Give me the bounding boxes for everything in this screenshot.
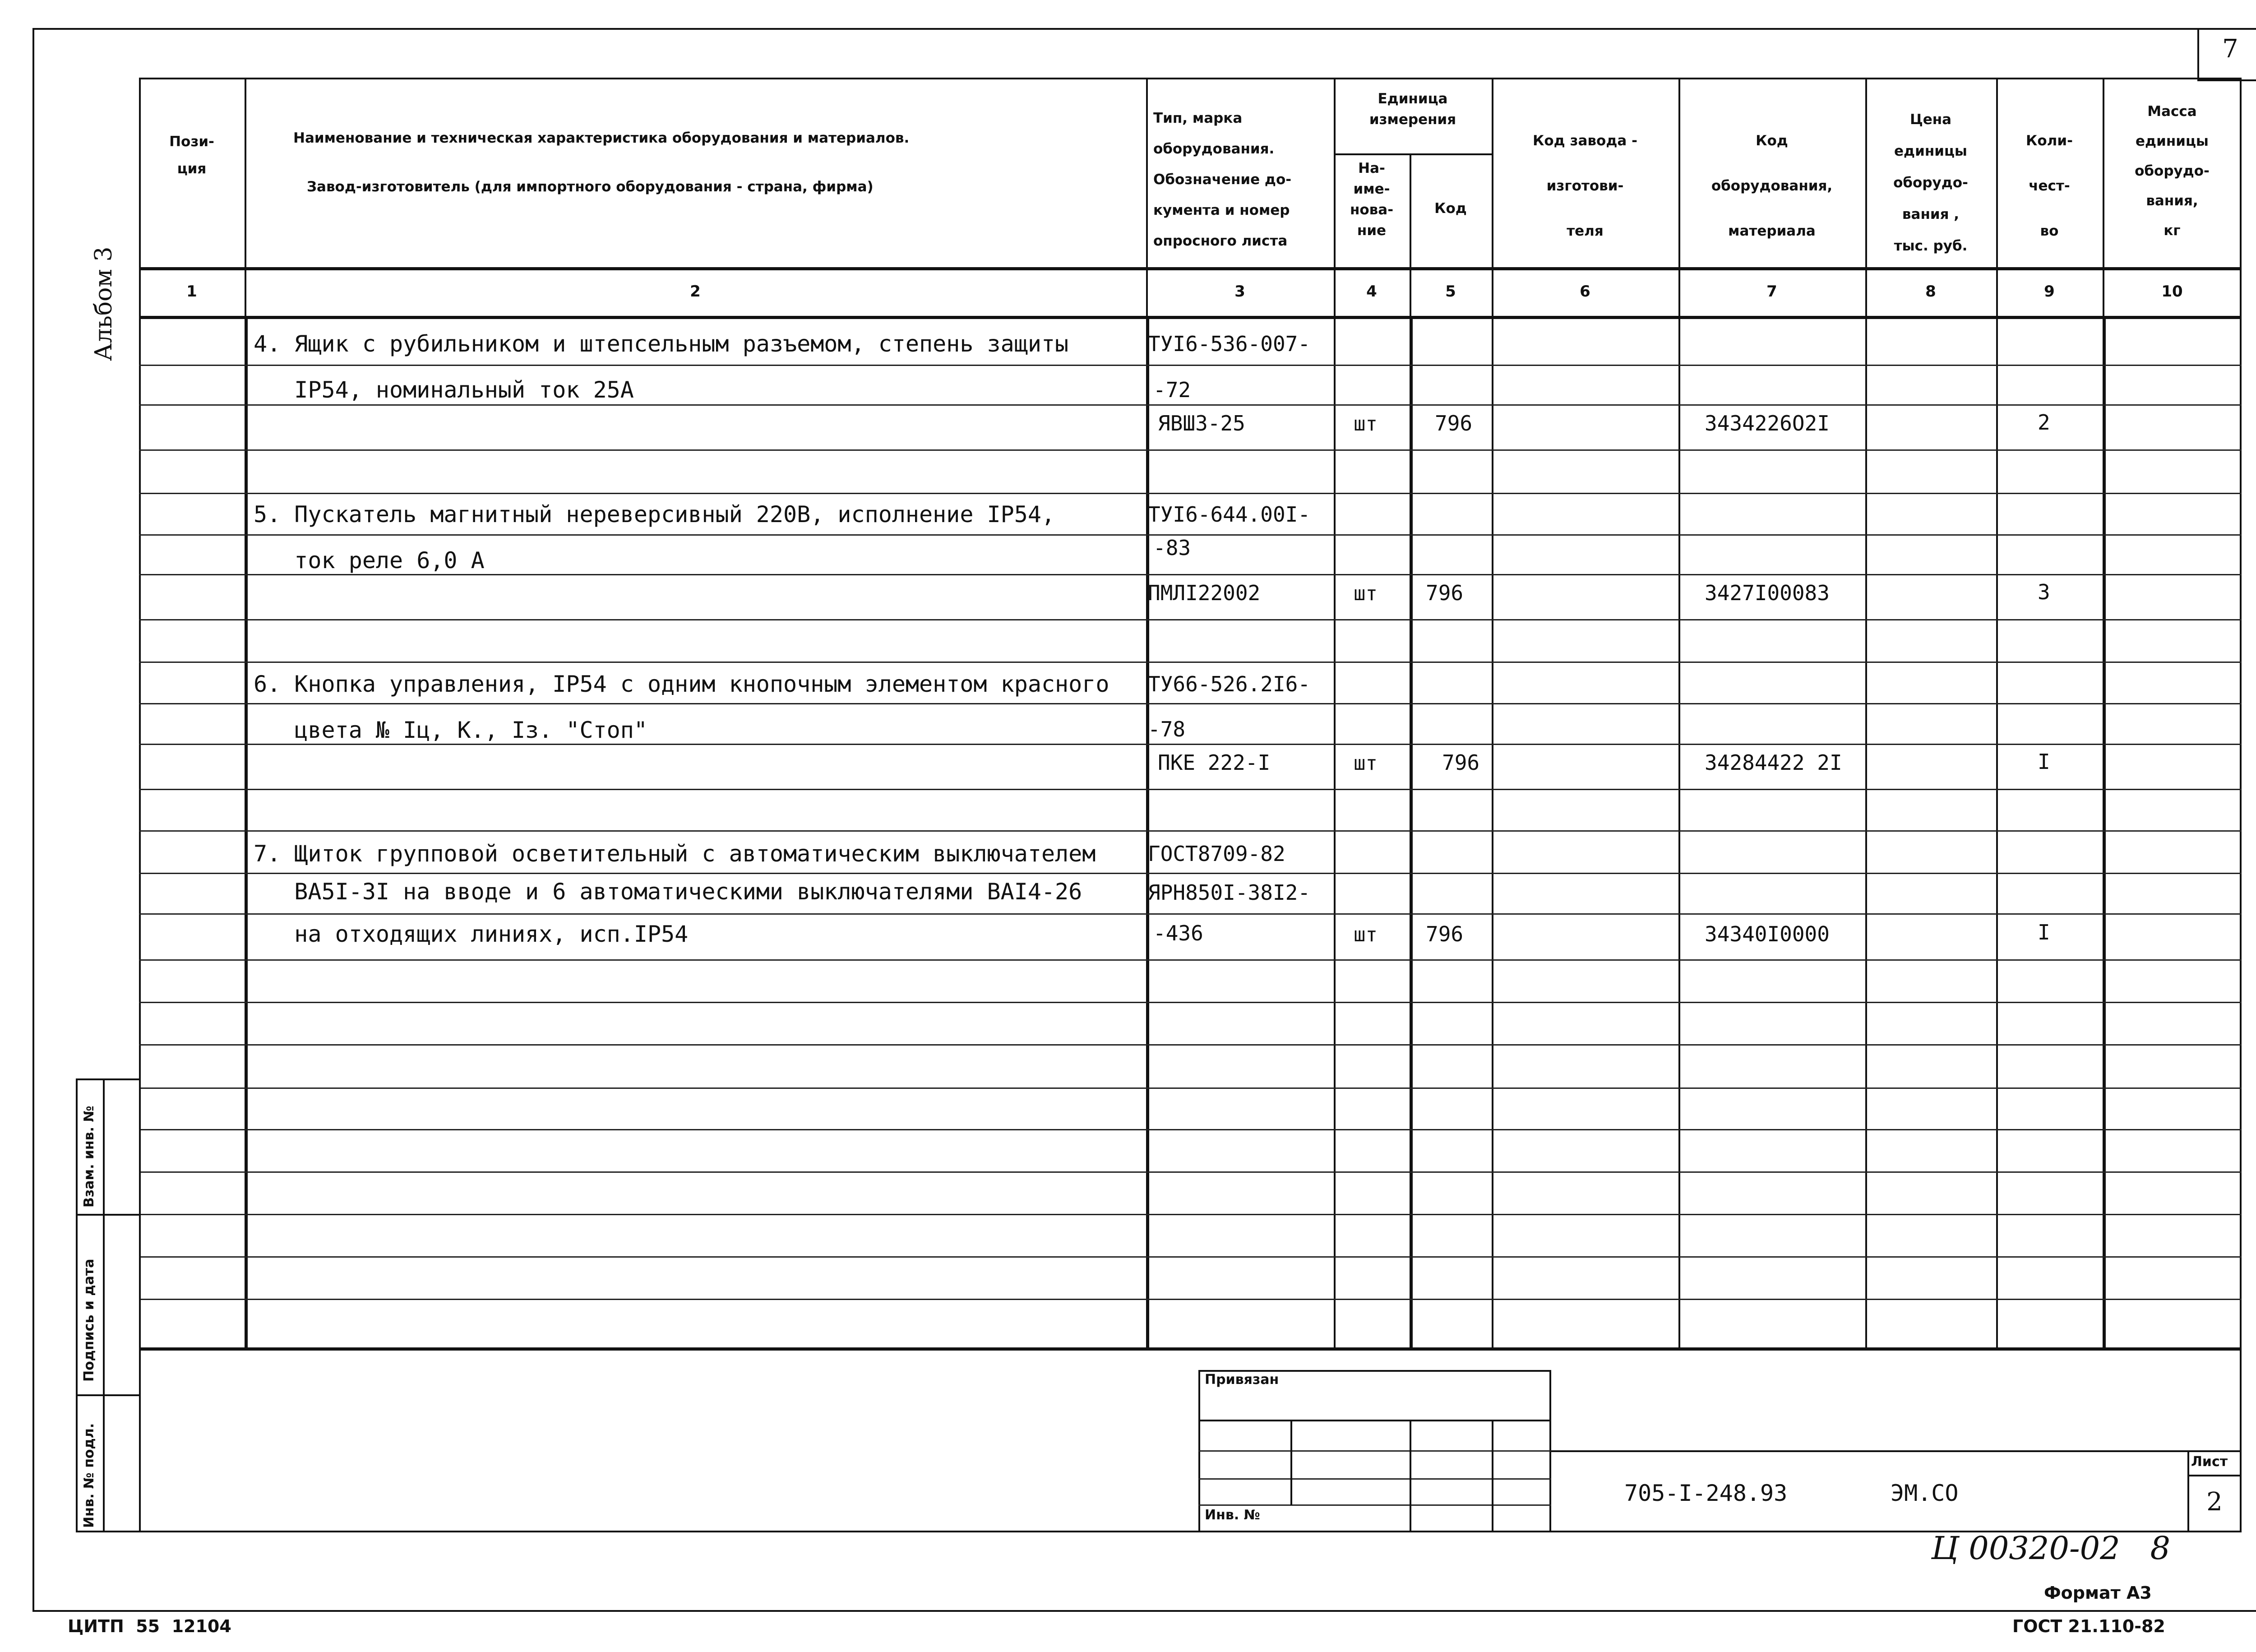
colnum-7: 7	[1766, 282, 1777, 301]
row-code: 796	[1426, 922, 1464, 946]
row-line	[139, 1129, 2242, 1130]
row-unit: шт	[1354, 582, 1378, 605]
row-name: 5. Пускатель магнитный нереверсивный 220В, исполнение IP54,	[254, 501, 1055, 528]
header-bottom-line	[139, 267, 2242, 270]
row-type: ПМЛI22002	[1148, 581, 1261, 605]
row-type: ПКЕ 222-I	[1158, 750, 1271, 775]
row-type: -83	[1153, 536, 1191, 560]
col-thick-line	[245, 316, 248, 1347]
row-type: ТУI6-536-007-	[1148, 332, 1311, 356]
unit-group-line	[1334, 153, 1492, 155]
row-qty: I	[2038, 750, 2050, 774]
row-line	[139, 1299, 2242, 1300]
stamp-privyazan: Привязан	[1205, 1372, 1279, 1388]
format-label: Формат А3	[2044, 1583, 2152, 1603]
row-line	[139, 1214, 2242, 1215]
side-stamp-divider	[103, 1078, 105, 1532]
album-label: Альбом 3	[90, 246, 117, 361]
hdr-col5: Код	[1434, 200, 1467, 217]
colnum-3: 3	[1234, 282, 1245, 301]
hdr-col9: Коли- чест- во	[2026, 133, 2073, 239]
list-number: 2	[2206, 1487, 2223, 1517]
row-type: -78	[1148, 717, 1186, 741]
row-name: цвета № Iц, К., Iз. "Стоп"	[254, 717, 647, 743]
row-line	[139, 703, 2242, 704]
stamp-line	[1198, 1478, 1551, 1480]
hdr-col6: Код завода - изготови- теля	[1533, 133, 1637, 239]
row-name: ток реле 6,0 А	[254, 547, 485, 574]
row-unit: шт	[1354, 923, 1378, 946]
col-thick-line	[1410, 316, 1413, 1347]
stamp-line	[1198, 1450, 1551, 1452]
row-name: 6. Кнопка управления, IP54 с одним кнопочным элементом красного	[254, 671, 1110, 697]
hdr-col2-line1: Наименование и техническая характеристика оборудования и материалов.	[293, 130, 910, 146]
corner-sheet-number: 7	[2222, 34, 2238, 64]
row-line	[139, 449, 2242, 451]
row-line	[139, 1087, 2242, 1089]
row-line	[139, 662, 2242, 663]
stamp-col	[1410, 1420, 1411, 1532]
side-stamp-orig-inv: Инв. № подл.	[81, 1423, 97, 1528]
side-stamp-sep	[76, 1214, 141, 1216]
hdr-col4: На- име- нова- ние	[1350, 160, 1394, 239]
hdr-unit-group: Единица измерения	[1369, 91, 1456, 128]
hdr-col10: Масса единицы оборудо- вания, кг	[2135, 103, 2210, 239]
row-line	[139, 493, 2242, 494]
row-equip-code: 3427I00083	[1705, 581, 1830, 605]
colnum-1: 1	[186, 282, 197, 301]
row-name: ВА5I-3I на вводе и 6 автоматическими выключателями ВАI4-26	[254, 879, 1082, 905]
handwritten-note: Ц 00320-02 8	[1931, 1530, 2170, 1567]
row-equip-code: 34340I0000	[1705, 922, 1830, 946]
colnum-10: 10	[2161, 282, 2183, 301]
row-type: ТУ66-526.2I6-	[1148, 672, 1311, 696]
hdr-col2-line2: Завод-изготовитель (для импортного оборудования - страна, фирма)	[307, 179, 874, 195]
colnum-4: 4	[1366, 282, 1377, 301]
row-code: 796	[1426, 581, 1464, 605]
doc-code: 705-I-248.93	[1624, 1480, 1788, 1506]
row-line	[139, 1256, 2242, 1258]
row-qty: I	[2038, 920, 2050, 944]
row-code: 796	[1435, 411, 1473, 435]
title-block-top	[1551, 1450, 2242, 1452]
list-box-line	[2187, 1475, 2242, 1476]
row-line	[139, 1002, 2242, 1003]
hdr-col1: Пози- ция	[169, 134, 214, 177]
row-unit: шт	[1354, 752, 1378, 775]
stamp-line	[1198, 1420, 1551, 1421]
row-name: 7. Щиток групповой осветительный с автоматическим выключателем	[254, 841, 1096, 867]
row-type: ЯРН850I-38I2-	[1148, 880, 1311, 905]
row-line	[139, 1044, 2242, 1046]
row-line	[139, 789, 2242, 790]
row-line	[139, 1171, 2242, 1173]
stamp-inv-no: Инв. №	[1205, 1507, 1260, 1523]
side-stamp-replace-inv: Взам. инв. №	[81, 1106, 97, 1208]
row-qty: 2	[2038, 410, 2050, 435]
row-type: ГОСТ8709-82	[1148, 842, 1285, 866]
row-unit: шт	[1354, 412, 1378, 435]
row-code: 796	[1442, 750, 1480, 775]
colnum-6: 6	[1580, 282, 1590, 301]
row-line	[139, 1347, 2242, 1351]
doc-suffix: ЭМ.СО	[1891, 1480, 1959, 1506]
colnum-8: 8	[1925, 282, 1936, 301]
col-thick-line	[1146, 316, 1149, 1347]
stamp-line	[1198, 1504, 1551, 1506]
row-name: на отходящих линиях, исп.IP54	[254, 921, 689, 947]
row-line	[139, 913, 2242, 915]
row-line	[139, 959, 2242, 961]
colnum-5: 5	[1445, 282, 1456, 301]
col-thick-line	[2103, 316, 2106, 1347]
row-line	[139, 744, 2242, 745]
row-type: -436	[1153, 921, 1203, 945]
list-label: Лист	[2191, 1454, 2228, 1470]
colnum-9: 9	[2044, 282, 2055, 301]
gost-label: ГОСТ 21.110-82	[2012, 1616, 2165, 1636]
colnum-2: 2	[690, 282, 701, 301]
hdr-col8: Цена единицы оборудо- вания , тыс. руб.	[1893, 111, 1968, 254]
row-qty: 3	[2038, 580, 2050, 604]
row-line	[139, 404, 2242, 406]
row-type: ТУI6-644.00I-	[1148, 502, 1311, 527]
row-name: 4. Ящик с рубильником и штепсельным разъемом, степень защиты	[254, 331, 1069, 357]
row-equip-code: 3434226О2I	[1705, 411, 1830, 435]
row-line	[139, 365, 2242, 366]
side-stamp-sep	[76, 1394, 141, 1396]
row-type: ЯВШЗ-25	[1158, 411, 1245, 435]
row-type: -72	[1153, 378, 1191, 402]
row-equip-code: 34284422 2I	[1705, 750, 1842, 775]
bottom-left-code: ЦИТП 55 12104	[68, 1616, 231, 1636]
stamp-col	[1492, 1420, 1493, 1532]
row-line	[139, 830, 2242, 832]
row-line	[139, 873, 2242, 874]
hdr-col3: Тип, марка оборудования. Обозначение до- кумента и номер опросного листа	[1153, 110, 1292, 249]
side-stamp-signature: Подпись и дата	[81, 1259, 97, 1382]
row-line	[139, 574, 2242, 575]
stamp-col	[1290, 1420, 1292, 1505]
row-line	[139, 619, 2242, 620]
hdr-col7: Код оборудования, материала	[1711, 133, 1833, 239]
row-name: IP54, номинальный ток 25А	[254, 377, 634, 403]
colnum-bottom-line	[139, 316, 2242, 319]
